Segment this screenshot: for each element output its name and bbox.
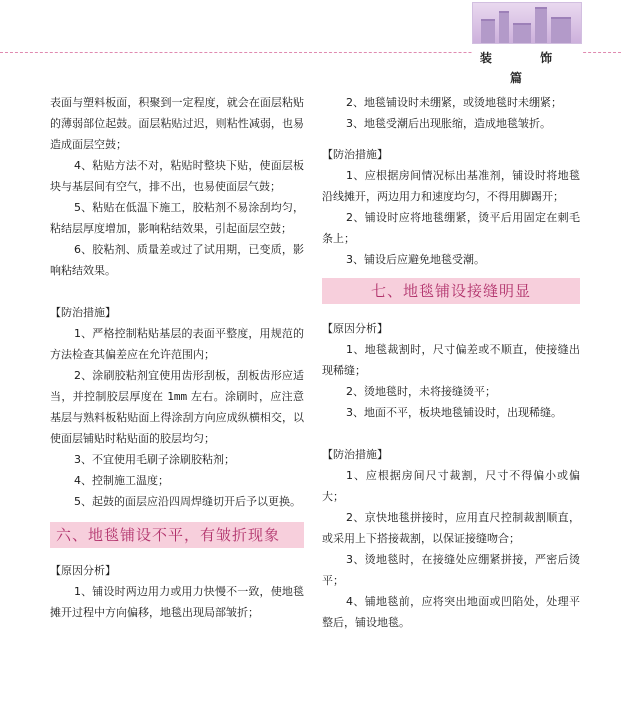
list-item: 1、应根据房间情况标出基准剂，铺设时将地毯沿线摊开，两边用力和速度均匀，不得用脚踢开； — [322, 169, 580, 203]
list-item: 3、不宜使用毛刷子涂刷胶粘剂； — [74, 453, 235, 466]
section-heading-7: 七、地毯铺设接缝明显 — [322, 278, 580, 304]
list-item: 2、地毯铺设时未绷紧，或烫地毯时未绷紧； — [346, 96, 562, 109]
list-item-text: 左右。涂刷时，应注意基层与熟料板粘贴面上得涂刮方向应成纵横相交，以使面层铺贴时粘贴面的胶层均匀； — [50, 390, 304, 445]
page-header — [0, 0, 621, 85]
list-item: 5、起鼓的面层应沿四周焊缝切开后予以更换。 — [74, 495, 301, 508]
paragraph: 4、粘贴方法不对，粘贴时整块下贴，使面层板块与基层间有空气，排不出，也易使面层气鼓； — [50, 159, 304, 193]
right-column — [322, 92, 580, 633]
list-item: 3、烫地毯时，在接缝处应绷紧拼接，严密后烫平； — [322, 553, 580, 587]
measures-label: 【防治措施】 — [322, 448, 388, 461]
building-shape — [481, 19, 495, 43]
paragraph: 6、胶粘剂、质量差或过了试用期，已变质，影响粘结效果。 — [50, 243, 304, 277]
list-item: 2、铺设时应将地毯绷紧，烫平后用固定在刺毛条上； — [322, 211, 580, 245]
list-item: 4、铺地毯前，应将突出地面或凹陷处，处理平整后，铺设地毯。 — [322, 595, 580, 629]
list-item: 4、控制施工温度； — [74, 474, 169, 487]
cause-label: 【原因分析】 — [50, 564, 116, 577]
city-buildings-thumbnail-icon — [472, 2, 582, 44]
list-item: 2、京快地毯拼接时，应用直尺控制裁割顺直，或采用上下搭接裁割，以保证接缝吻合； — [322, 511, 580, 545]
spacer — [322, 134, 580, 144]
list-item: 3、地面不平，板块地毯铺设时，出现稀缝。 — [346, 406, 562, 419]
spacer — [322, 423, 580, 444]
spacer — [50, 281, 304, 302]
list-item: 2、烫地毯时，未将接缝烫平； — [346, 385, 496, 398]
list-item-text: 2、涂刷胶粘剂宜使用齿形刮板，刮板齿形应适当，并控制胶层厚度在 — [50, 369, 304, 403]
building-shape — [499, 11, 509, 43]
list-item: 1、严格控制粘贴基层的表面平整度，用规范的方法检查其偏差应在允许范围内； — [50, 327, 304, 361]
paragraph: 表面与塑料板面，积聚到一定程度，就会在面层粘贴的薄弱部位起鼓。面层粘贴过迟，则粘性减弱，也易造成面层空鼓； — [50, 96, 304, 151]
list-item: 3、铺设后应避免地毯受潮。 — [346, 253, 485, 266]
list-item: 1、地毯裁割时，尺寸偏差或不顺直，使接缝出现稀缝； — [322, 343, 580, 377]
building-shape — [513, 23, 531, 43]
measures-label: 【防治措施】 — [322, 148, 388, 161]
left-column — [50, 92, 304, 623]
measures-label: 【防治措施】 — [50, 306, 116, 319]
list-item: 1、应根据房间尺寸裁割，尺寸不得偏小或偏大； — [322, 469, 580, 503]
list-item: 3、地毯受潮后出现胀缩，造成地毯皱折。 — [346, 117, 551, 130]
section-title: 装 饰 篇 — [472, 48, 582, 68]
unit-value: 1mm — [167, 390, 188, 403]
building-shape — [535, 7, 547, 43]
list-item: 1、铺设时两边用力或用力快慢不一致，使地毯摊开过程中方向偏移，地毯出现局部皱折； — [50, 585, 304, 619]
section-heading-6: 六、地毯铺设不平，有皱折现象 — [50, 522, 304, 548]
list-item — [50, 365, 304, 449]
paragraph: 5、粘贴在低温下施工，胶粘剂不易涂刮均匀，粘结层厚度增加，影响粘结效果，引起面层空鼓； — [50, 201, 304, 235]
building-shape — [551, 17, 571, 43]
cause-label: 【原因分析】 — [322, 322, 388, 335]
